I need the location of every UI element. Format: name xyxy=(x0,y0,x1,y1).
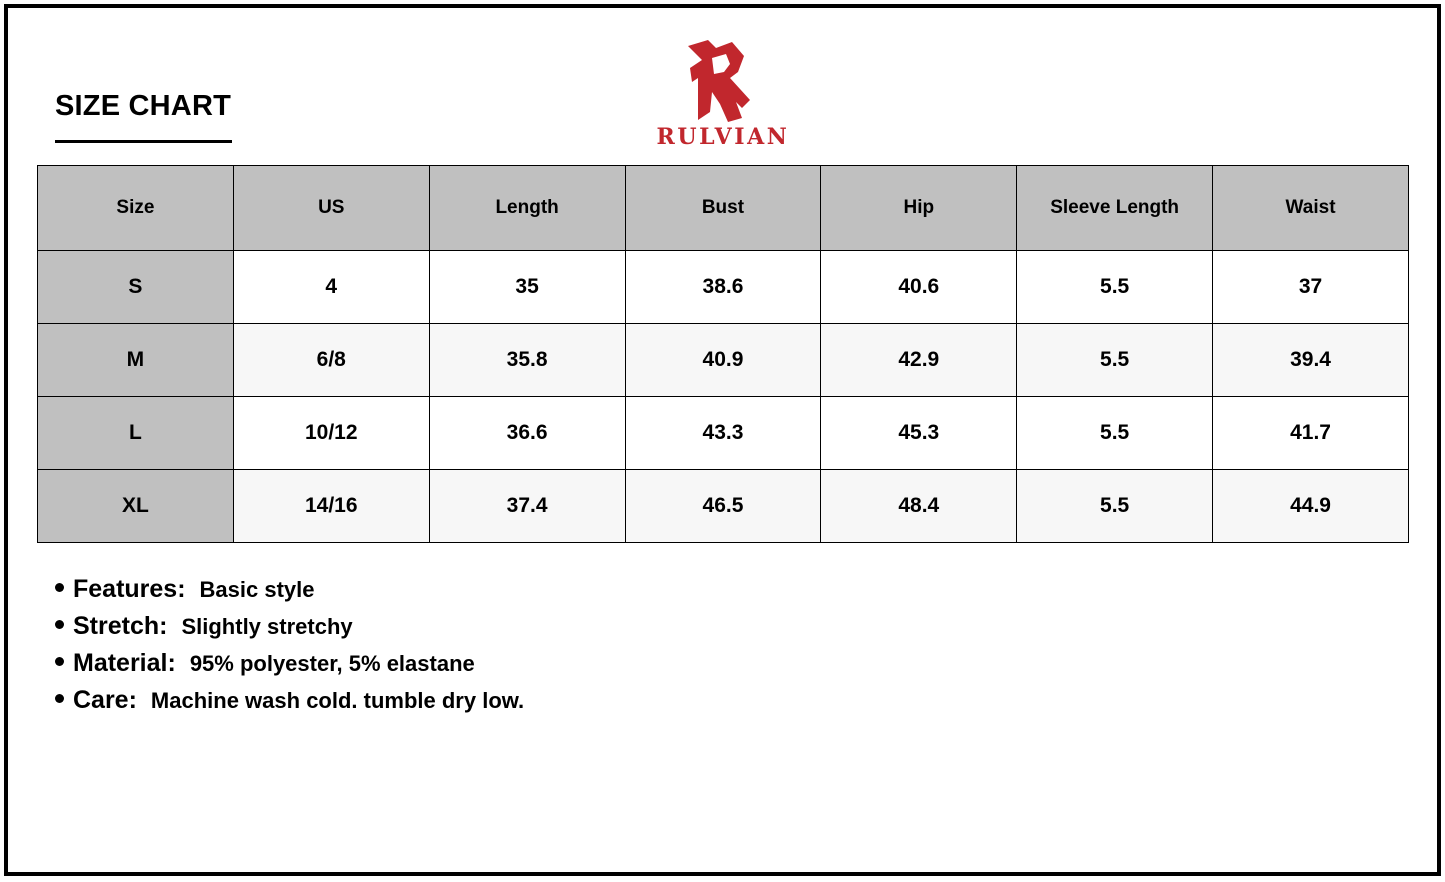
brand-name: RULVIAN xyxy=(656,124,790,150)
table-row xyxy=(38,324,1409,397)
table-cell: 4 xyxy=(233,251,429,324)
table-cell: 37.4 xyxy=(429,470,625,543)
table-cell: 46.5 xyxy=(625,470,821,543)
table-cell: 45.3 xyxy=(821,397,1017,470)
table-cell: 5.5 xyxy=(1017,397,1213,470)
table-cell: 5.5 xyxy=(1017,470,1213,543)
feature-list xyxy=(55,575,524,723)
feature-label: Material: xyxy=(73,649,176,677)
page-title: SIZE CHART xyxy=(55,90,231,122)
title-underline xyxy=(55,140,232,143)
column-header: Waist xyxy=(1213,166,1409,251)
list-item xyxy=(55,612,524,649)
column-header: Size xyxy=(38,166,234,251)
column-header: Hip xyxy=(821,166,1017,251)
table-cell: 35 xyxy=(429,251,625,324)
bullet-icon xyxy=(55,620,64,629)
feature-label: Features: xyxy=(73,575,186,603)
table-cell: 40.6 xyxy=(821,251,1017,324)
table-cell: L xyxy=(38,397,234,470)
brand-r-logo-icon xyxy=(680,38,766,124)
list-item xyxy=(55,649,524,686)
table-header-row xyxy=(38,166,1409,251)
table-cell: 5.5 xyxy=(1017,251,1213,324)
table-cell: 38.6 xyxy=(625,251,821,324)
feature-value: 95% polyester, 5% elastane xyxy=(189,651,475,676)
feature-value: Machine wash cold. tumble dry low. xyxy=(150,688,525,713)
list-item xyxy=(55,686,524,723)
feature-value: Slightly stretchy xyxy=(181,614,353,639)
column-header: Sleeve Length xyxy=(1017,166,1213,251)
table-cell: 36.6 xyxy=(429,397,625,470)
feature-label: Care: xyxy=(73,686,137,714)
table-cell: 37 xyxy=(1213,251,1409,324)
table-cell: M xyxy=(38,324,234,397)
table-cell: 48.4 xyxy=(821,470,1017,543)
table-cell: 42.9 xyxy=(821,324,1017,397)
table-row xyxy=(38,470,1409,543)
table-cell: XL xyxy=(38,470,234,543)
column-header: Length xyxy=(429,166,625,251)
feature-label: Stretch: xyxy=(73,612,168,640)
table-cell: S xyxy=(38,251,234,324)
table-cell: 14/16 xyxy=(233,470,429,543)
feature-value: Basic style xyxy=(199,577,315,602)
column-header: Bust xyxy=(625,166,821,251)
table-cell: 6/8 xyxy=(233,324,429,397)
brand-logo xyxy=(640,38,810,156)
table-cell: 39.4 xyxy=(1213,324,1409,397)
table-cell: 44.9 xyxy=(1213,470,1409,543)
table-cell: 43.3 xyxy=(625,397,821,470)
table-cell: 10/12 xyxy=(233,397,429,470)
bullet-icon xyxy=(55,583,64,592)
table-cell: 41.7 xyxy=(1213,397,1409,470)
table-cell: 5.5 xyxy=(1017,324,1213,397)
bullet-icon xyxy=(55,657,64,666)
column-header: US xyxy=(233,166,429,251)
table-cell: 35.8 xyxy=(429,324,625,397)
table-row xyxy=(38,397,1409,470)
bullet-icon xyxy=(55,694,64,703)
table-row xyxy=(38,251,1409,324)
list-item xyxy=(55,575,524,612)
size-table xyxy=(37,165,1409,543)
table-cell: 40.9 xyxy=(625,324,821,397)
